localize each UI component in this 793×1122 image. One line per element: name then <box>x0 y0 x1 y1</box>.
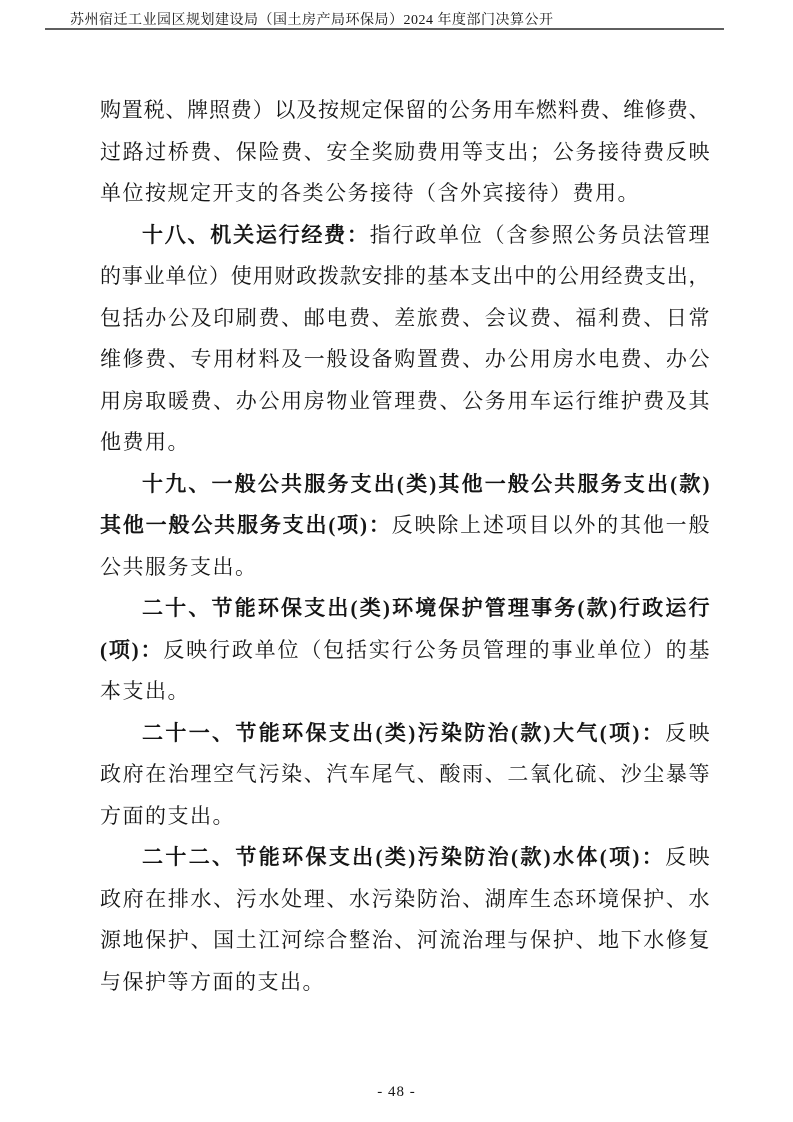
paragraph-line <box>100 215 710 257</box>
paragraph-line <box>100 713 710 755</box>
paragraph-line <box>100 464 710 506</box>
text-segment: 反映 <box>665 845 710 869</box>
text-segment: 反映 <box>665 720 710 745</box>
paragraph-line <box>100 505 710 547</box>
paragraph-line <box>100 837 710 879</box>
paragraph-line <box>100 796 710 838</box>
paragraph-line <box>100 671 710 713</box>
paragraph-line <box>100 132 710 174</box>
text-segment: 他费用。 <box>100 430 190 454</box>
paragraph-line <box>100 962 710 1004</box>
paragraph-line <box>100 298 710 340</box>
paragraph-line <box>100 173 710 215</box>
text-segment: 公共服务支出。 <box>100 554 258 579</box>
paragraph-line <box>100 547 710 589</box>
text-segment: 维修费、专用材料及一般设备购置费、办公用房水电费、办公 <box>100 347 710 371</box>
text-segment: 政府在排水、污水处理、水污染防治、湖库生态环境保护、水 <box>100 886 710 911</box>
text-segment: 的事业单位）使用财政拨款安排的基本支出中的公用经费支出， <box>100 264 710 288</box>
page-number: - 48 - <box>377 1084 416 1100</box>
text-segment: 反映除上述项目以外的其他一般 <box>391 513 710 537</box>
paragraph-line <box>100 90 710 132</box>
paragraph-line <box>100 920 710 962</box>
text-segment: 指行政单位（含参照公务员法管理 <box>369 222 710 247</box>
bold-text-segment: (项)： <box>100 637 164 662</box>
text-segment: 用房取暖费、办公用房物业管理费、公务用车运行维护费及其 <box>100 388 710 413</box>
text-segment: 方面的支出。 <box>100 803 235 828</box>
paragraph-line <box>100 754 710 796</box>
text-segment: 单位按规定开支的各类公务接待（含外宾接待）费用。 <box>100 181 640 205</box>
text-segment: 源地保护、国土江河综合整治、河流治理与保护、地下水修复 <box>100 928 710 952</box>
text-segment: 反映行政单位（包括实行公务员管理的事业单位）的基 <box>163 637 710 662</box>
text-segment: 与保护等方面的支出。 <box>100 969 325 994</box>
document-body <box>100 90 710 1003</box>
text-segment: 包括办公及印刷费、邮电费、差旅费、会议费、福利费、日常 <box>100 305 710 330</box>
paragraph-line <box>100 879 710 921</box>
paragraph-line <box>100 256 710 298</box>
paragraph-line <box>100 339 710 381</box>
bold-text-segment: 二十、节能环保支出(类)环境保护管理事务(款)行政运行 <box>142 596 710 620</box>
bold-text-segment: 十九、一般公共服务支出(类)其他一般公共服务支出(款) <box>142 471 710 496</box>
bold-text-segment: 二十一、节能环保支出(类)污染防治(款)大气(项)： <box>142 720 666 745</box>
paragraph-line <box>100 630 710 672</box>
bold-text-segment: 十八、机关运行经费： <box>142 222 370 247</box>
header-rule <box>45 28 724 30</box>
text-segment: 购置税、牌照费）以及按规定保留的公务用车燃料费、维修费、 <box>100 98 710 122</box>
page-header-title: 苏州宿迁工业园区规划建设局（国土房产局环保局）2024 年度部门决算公开 <box>70 13 554 28</box>
bold-text-segment: 二十二、节能环保支出(类)污染防治(款)水体(项)： <box>142 845 666 869</box>
page-footer <box>0 1083 793 1101</box>
text-segment: 本支出。 <box>100 679 190 703</box>
text-segment: 政府在治理空气污染、汽车尾气、酸雨、二氧化硫、沙尘暴等 <box>100 762 710 786</box>
bold-text-segment: 其他一般公共服务支出(项)： <box>100 513 392 537</box>
paragraph-line <box>100 381 710 423</box>
paragraph-line <box>100 422 710 464</box>
paragraph-line <box>100 588 710 630</box>
text-segment: 过路过桥费、保险费、安全奖励费用等支出；公务接待费反映 <box>100 139 710 164</box>
